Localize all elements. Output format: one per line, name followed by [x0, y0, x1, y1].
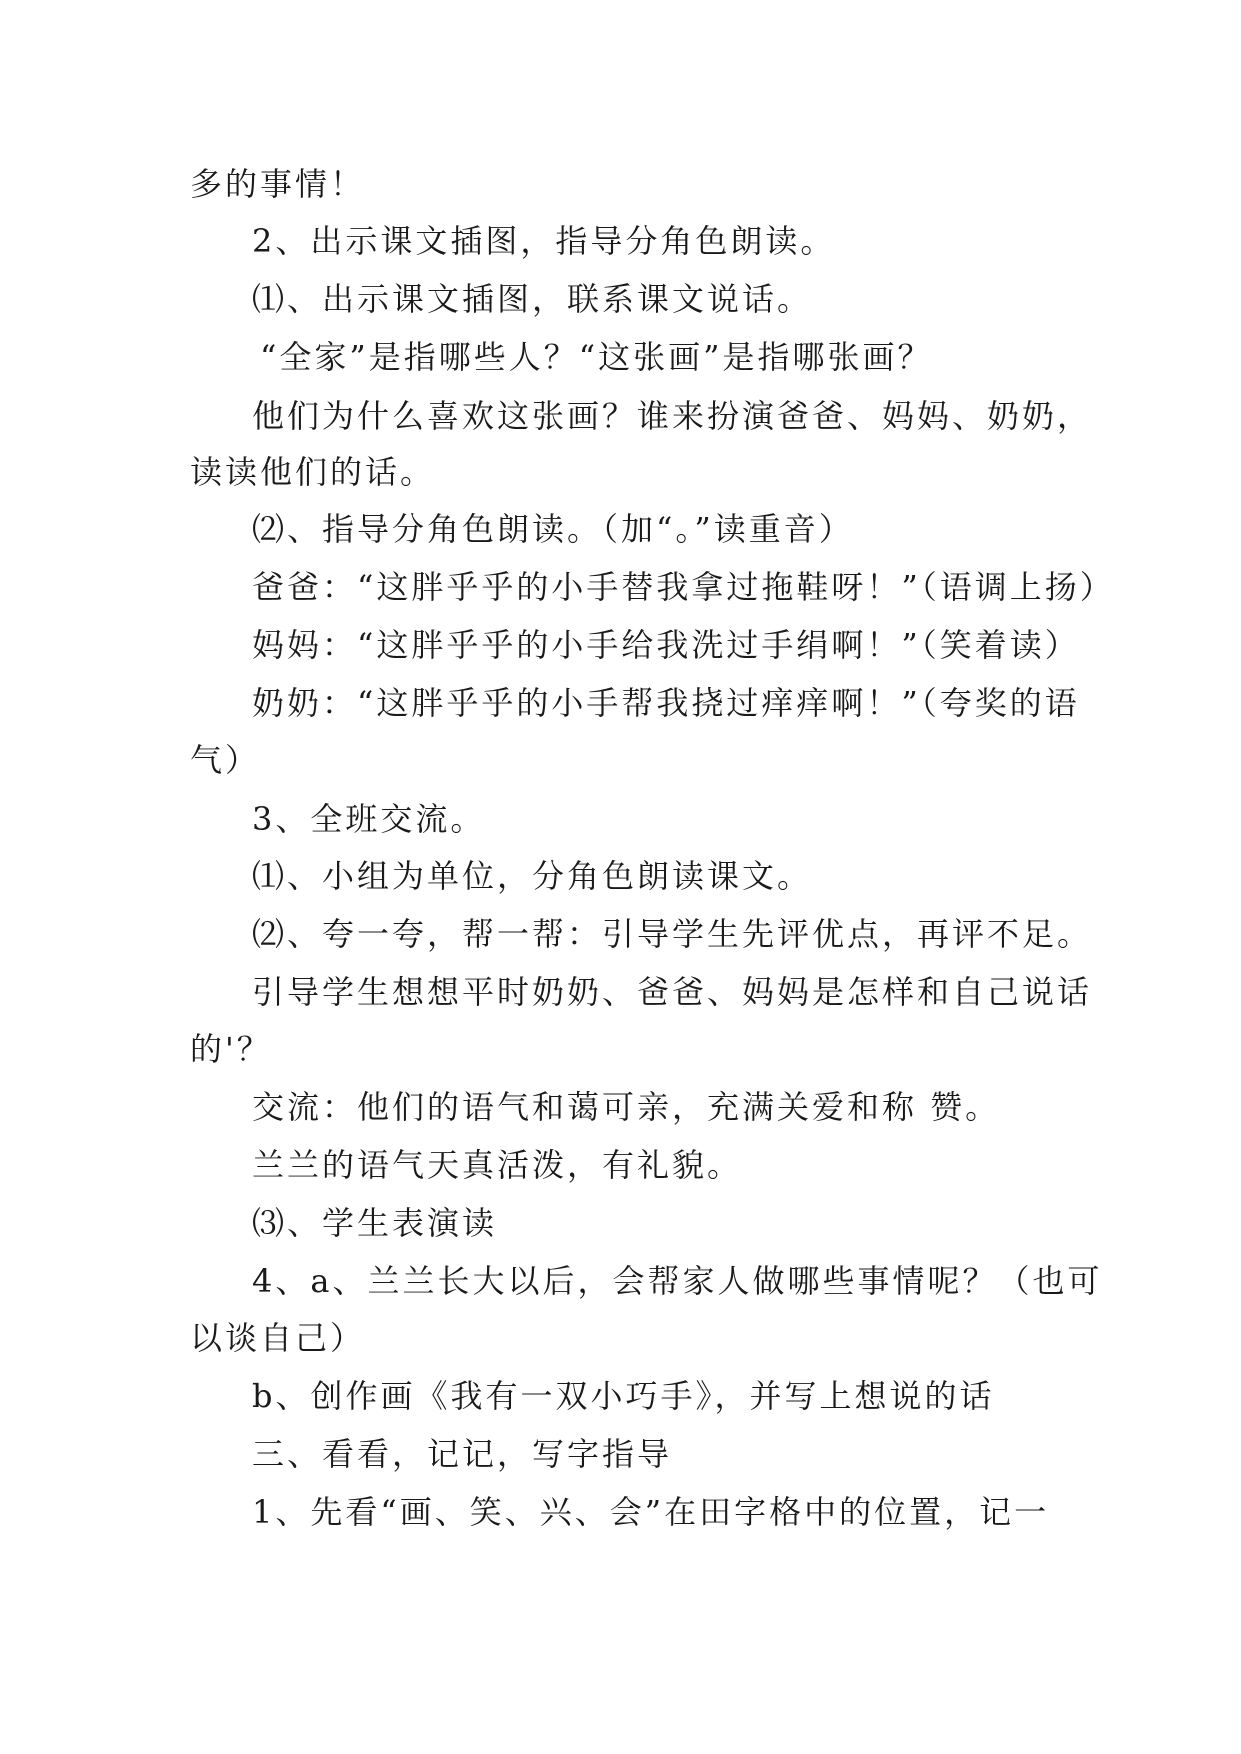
- text-line: 引导学生想想平时奶奶、爸爸、妈妈是怎样和自己说话: [252, 973, 1093, 1011]
- text-line: 2、出示课文插图，指导分角色朗读。: [252, 222, 836, 260]
- text-line: 读读他们的话。: [190, 453, 436, 491]
- text-line: ⑴、小组为单位，分角色朗读课文。: [252, 857, 813, 895]
- text-line: 1、先看“画、笑、兴、会”在田字格中的位置，记一: [252, 1493, 1050, 1531]
- text-line: b、创作画《我有一双小巧手》，并写上想说的话: [252, 1377, 995, 1415]
- text-line: 4、a、兰兰长大以后，会帮家人做哪些事情呢？（也可: [252, 1262, 1103, 1300]
- text-line: 他们为什么喜欢这张画？谁来扮演爸爸、妈妈、奶奶，: [252, 397, 1093, 435]
- text-line: 妈妈：“这胖乎乎的小手给我洗过手绢啊！”（笑着读）: [252, 626, 1080, 664]
- text-line: 奶奶：“这胖乎乎的小手帮我挠过痒痒啊！”（夸奖的语: [252, 684, 1080, 722]
- text-line: 3、全班交流。: [252, 800, 486, 838]
- text-line: ⑵、夸一夸，帮一帮：引导学生先评优点，再评不足。: [252, 915, 1093, 953]
- text-line: ⑶、学生表演读: [252, 1204, 498, 1242]
- text-line: 兰兰的语气天真活泼，有礼貌。: [252, 1146, 743, 1184]
- text-line: 爸爸：“这胖乎乎的小手替我拿过拖鞋呀！”（语调上扬）: [252, 568, 1115, 606]
- text-line: ⑴、出示课文插图，联系课文说话。: [252, 280, 813, 318]
- text-line: 交流：他们的语气和蔼可亲，充满关爱和称 赞。: [252, 1088, 1001, 1126]
- text-line: 三、看看，记记，写字指导: [252, 1435, 673, 1473]
- text-line: “全家”是指哪些人？“这张画”是指哪张画？: [260, 338, 933, 376]
- text-line: ⑵、指导分角色朗读。（加“。”读重音）: [252, 510, 854, 548]
- text-line: 的'？: [190, 1030, 272, 1068]
- text-line: 气）: [190, 741, 261, 779]
- text-line: 以谈自己）: [190, 1319, 366, 1357]
- text-line: 多的事情！: [190, 165, 366, 203]
